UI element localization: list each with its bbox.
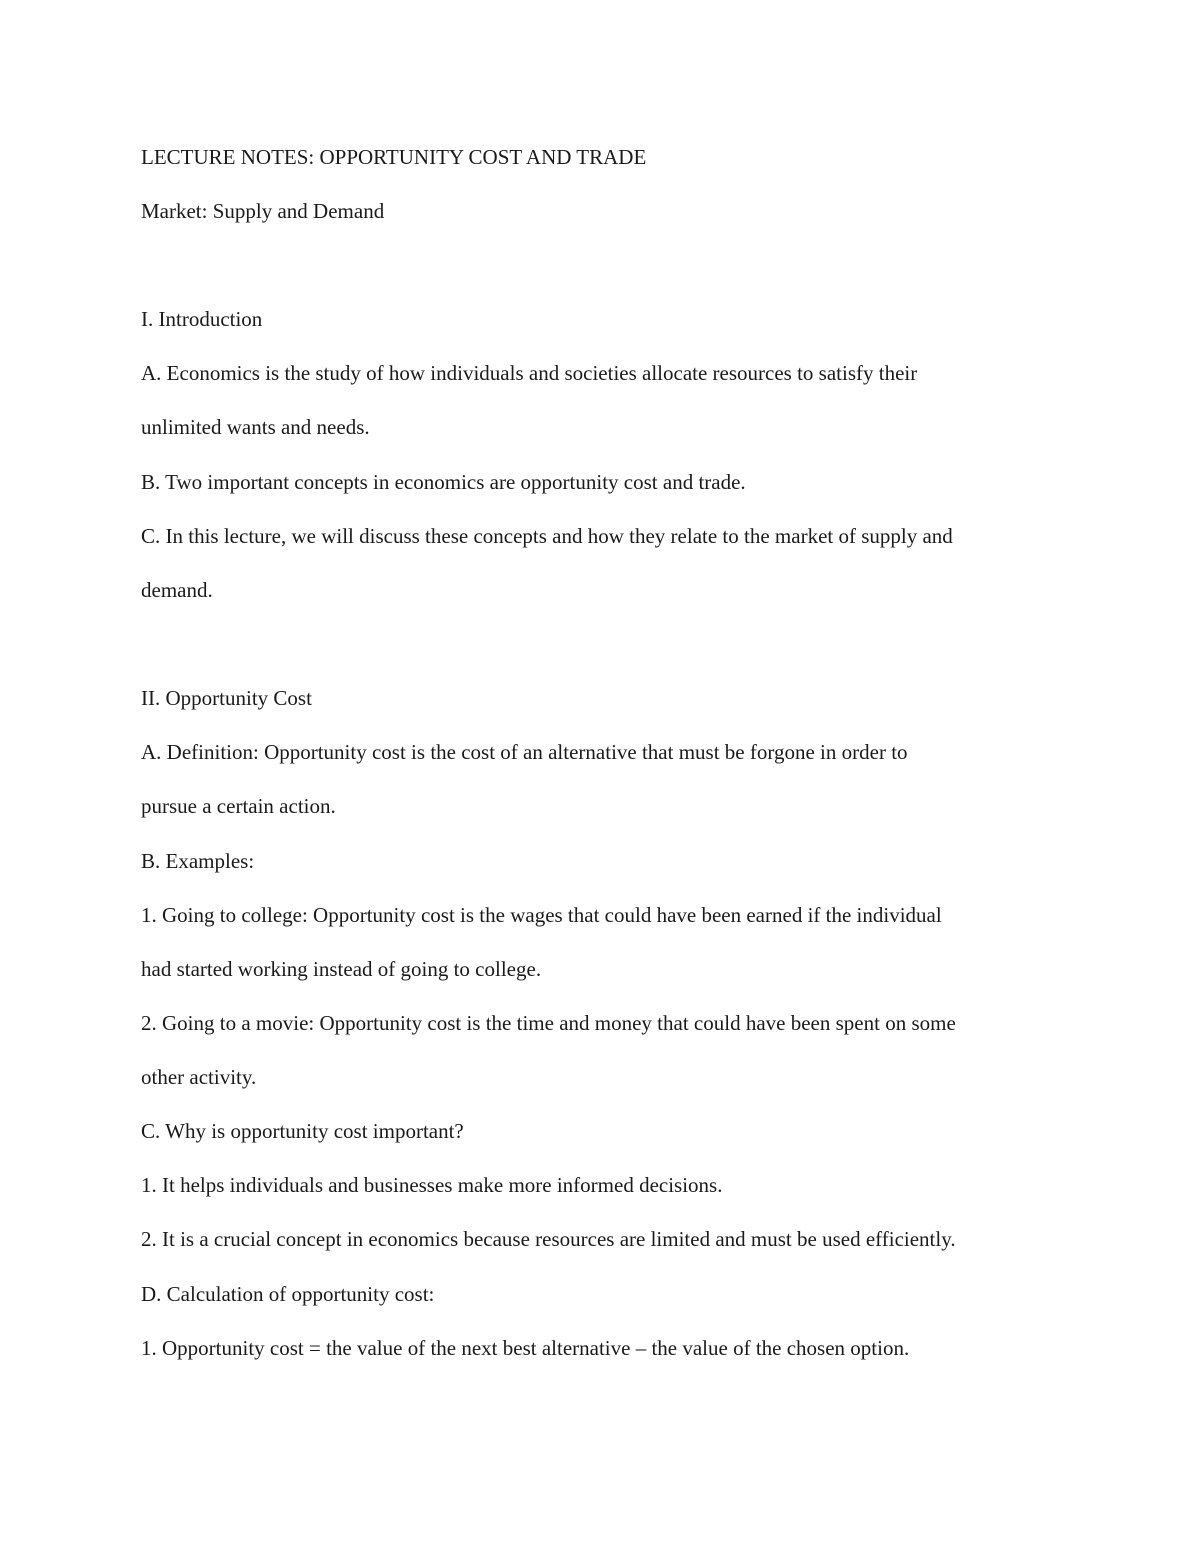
paragraph-line: B. Two important concepts in economics are opportunity cost and trade. <box>141 470 746 494</box>
paragraph-line: demand. <box>141 578 213 602</box>
paragraph-line: C. In this lecture, we will discuss these concepts and how they relate to the market of supply and <box>141 524 953 548</box>
section-heading-opportunity-cost: II. Opportunity Cost <box>141 686 312 710</box>
paragraph-line: unlimited wants and needs. <box>141 415 370 439</box>
list-item: 1. Going to college: Opportunity cost is the wages that could have been earned if the individual <box>141 903 942 927</box>
list-item: other activity. <box>141 1065 257 1089</box>
list-item: 2. Going to a movie: Opportunity cost is the time and money that could have been spent on some <box>141 1011 956 1035</box>
paragraph-line: C. Why is opportunity cost important? <box>141 1119 464 1143</box>
paragraph-line: A. Definition: Opportunity cost is the cost of an alternative that must be forgone in order to <box>141 740 908 764</box>
document-title: LECTURE NOTES: OPPORTUNITY COST AND TRADE <box>141 145 647 169</box>
list-item: had started working instead of going to college. <box>141 957 542 981</box>
list-item: 2. It is a crucial concept in economics because resources are limited and must be used efficiently. <box>141 1227 956 1251</box>
list-item: 1. Opportunity cost = the value of the next best alternative – the value of the chosen option. <box>141 1336 910 1360</box>
document-subtitle: Market: Supply and Demand <box>141 199 385 223</box>
paragraph-line: pursue a certain action. <box>141 794 336 818</box>
paragraph-line: A. Economics is the study of how individuals and societies allocate resources to satisfy their <box>141 361 918 385</box>
list-item: 1. It helps individuals and businesses make more informed decisions. <box>141 1173 723 1197</box>
paragraph-line: D. Calculation of opportunity cost: <box>141 1282 435 1306</box>
paragraph-line: B. Examples: <box>141 849 255 873</box>
section-heading-introduction: I. Introduction <box>141 307 263 331</box>
